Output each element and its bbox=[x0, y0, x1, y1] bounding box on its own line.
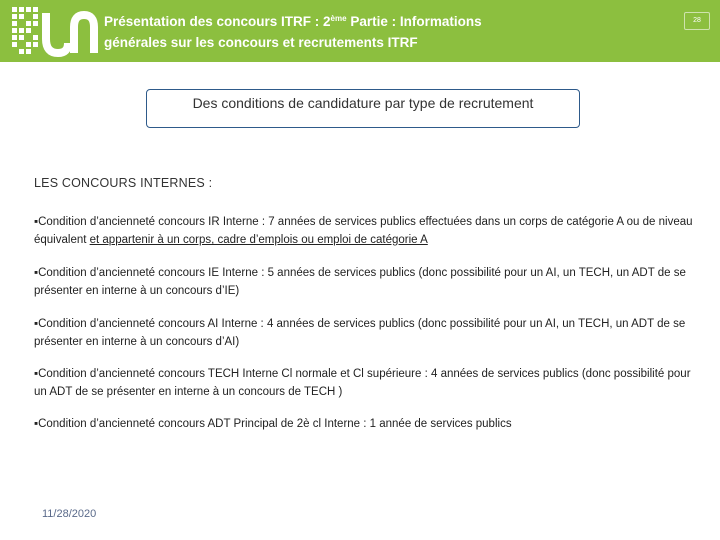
university-logo bbox=[6, 3, 98, 59]
condition-underlined-text: et appartenir à un corps, cadre d’emplois ou emploi de catégorie A bbox=[89, 234, 428, 246]
slide-header bbox=[0, 0, 720, 62]
subtitle-box: Des conditions de candidature par type de recrutement bbox=[146, 89, 580, 128]
title-part2: Partie : Informations bbox=[346, 14, 482, 29]
page-number: 28 bbox=[684, 12, 710, 30]
slide-title bbox=[104, 11, 534, 53]
condition-ir bbox=[34, 213, 694, 249]
title-part1: Présentation des concours ITRF : 2 bbox=[104, 14, 331, 29]
footer-date: 11/28/2020 bbox=[42, 508, 97, 520]
title-line2: générales sur les concours et recrutements ITRF bbox=[104, 35, 418, 50]
condition-tech: ▪Condition d’ancienneté concours TECH Interne Cl normale et Cl supérieure : 4 années de services publics (donc possibilité pour un ADT de se présenter en interne à un concours de TECH ) bbox=[34, 368, 691, 398]
title-superscript: ème bbox=[330, 14, 347, 23]
section-heading: LES CONCOURS INTERNES : bbox=[34, 176, 213, 190]
condition-text: ▪Condition d’ancienneté concours IR Interne : 7 années de services publics effectuées dans un corps de catégorie A ou de niveau équivalent bbox=[34, 216, 693, 246]
condition-ie: ▪Condition d’ancienneté concours IE Interne : 5 années de services publics (donc possibilité pour un AI, un TECH, un ADT de se présenter en interne à un concours d’IE) bbox=[34, 267, 686, 297]
condition-adt: ▪Condition d’ancienneté concours ADT Principal de 2è cl Interne : 1 année de services publics bbox=[34, 418, 512, 430]
condition-ai: ▪Condition d’ancienneté concours AI Interne : 4 années de services publics (donc possibilité pour un AI, un TECH, un ADT de se présenter en interne à un concours d’AI) bbox=[34, 318, 686, 348]
